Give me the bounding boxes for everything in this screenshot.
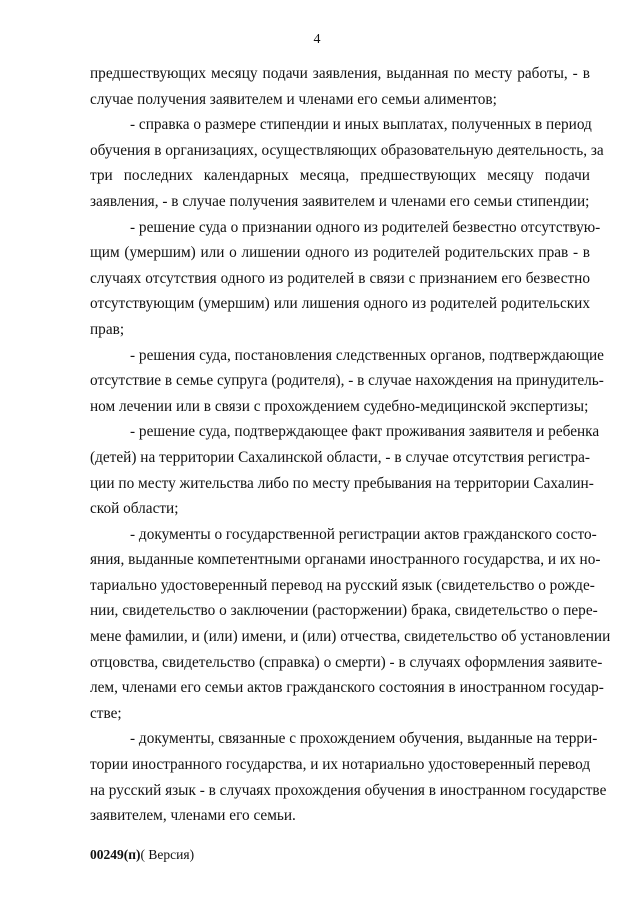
document-version: ( Версия): [140, 847, 195, 862]
text-line: отсутствие в семье супруга (родителя), - в случае нахождения на принудитель-: [90, 372, 604, 390]
text-line: обучения в организациях, осуществляющих образовательную деятельность, за: [90, 141, 604, 159]
text-line: лем, членами его семьи актов гражданского состояния в иностранном государ-: [90, 679, 604, 697]
text-line: тории иностранного государства, и их нотариально удостоверенный перевод: [90, 756, 591, 774]
text-line: ном лечении или в связи с прохождением судебно-медицинской экспертизы;: [90, 397, 589, 415]
text-line: ской области;: [90, 500, 179, 518]
text-line: заявителем, членами его семьи.: [90, 807, 296, 825]
text-line: на русский язык - в случаях прохождения обучения в иностранном государстве: [90, 781, 607, 799]
text-line: случаях отсутствия одного из родителей в связи с признанием его безвестно: [90, 269, 590, 287]
text-line: - решения суда, постановления следственных органов, подтверждающие: [130, 346, 604, 364]
text-line: яния, выданные компетентными органами иностранного государства, и их но-: [90, 551, 601, 569]
document-footer: [90, 846, 194, 864]
text-line: - решение суда о признании одного из родителей безвестно отсутствую-: [130, 218, 601, 236]
document-code: 00249(п): [90, 847, 141, 862]
text-line: - справка о размере стипендии и иных выплатах, полученных в период: [130, 116, 592, 134]
text-line: тариально удостоверенный перевод на русский язык (свидетельство о рожде-: [90, 576, 595, 594]
text-line: ции по месту жительства либо по месту пребывания на территории Сахалин-: [90, 474, 594, 492]
text-line: нии, свидетельство о заключении (расторжении) брака, свидетельство о пере-: [90, 602, 598, 620]
text-line: прав;: [90, 320, 125, 338]
text-line: отсутствующим (умершим) или лишения одного из родителей родительских: [90, 295, 590, 313]
text-line: (детей) на территории Сахалинской области, - в случае отсутствия регистра-: [90, 448, 590, 466]
text-line: предшествующих месяцу подачи заявления, выданная по месту работы, - в: [90, 65, 590, 82]
text-line: случае получения заявителем и членами его семьи алиментов;: [90, 90, 497, 108]
document-body: [90, 61, 611, 829]
text-line: - документы, связанные с прохождением обучения, выданные на терри-: [130, 730, 598, 748]
text-line: три последних календарных месяца, предшествующих месяцу подачи: [90, 167, 590, 185]
text-line: отцовства, свидетельство (справка) о смерти) - в случаях оформления заявите-: [90, 653, 603, 671]
text-line: мене фамилии, и (или) имени, и (или) отчества, свидетельство об установлении: [90, 628, 611, 646]
text-line: щим (умершим) или о лишении одного из родителей родительских прав - в: [90, 244, 590, 262]
text-line: стве;: [90, 704, 122, 722]
page-number: 4: [313, 32, 321, 47]
text-line: заявления, - в случае получения заявителем и членами его семьи стипендии;: [90, 192, 590, 210]
text-line: - решение суда, подтверждающее факт проживания заявителя и ребенка: [130, 423, 600, 441]
text-line: - документы о государственной регистрации актов гражданского состо-: [130, 525, 597, 543]
